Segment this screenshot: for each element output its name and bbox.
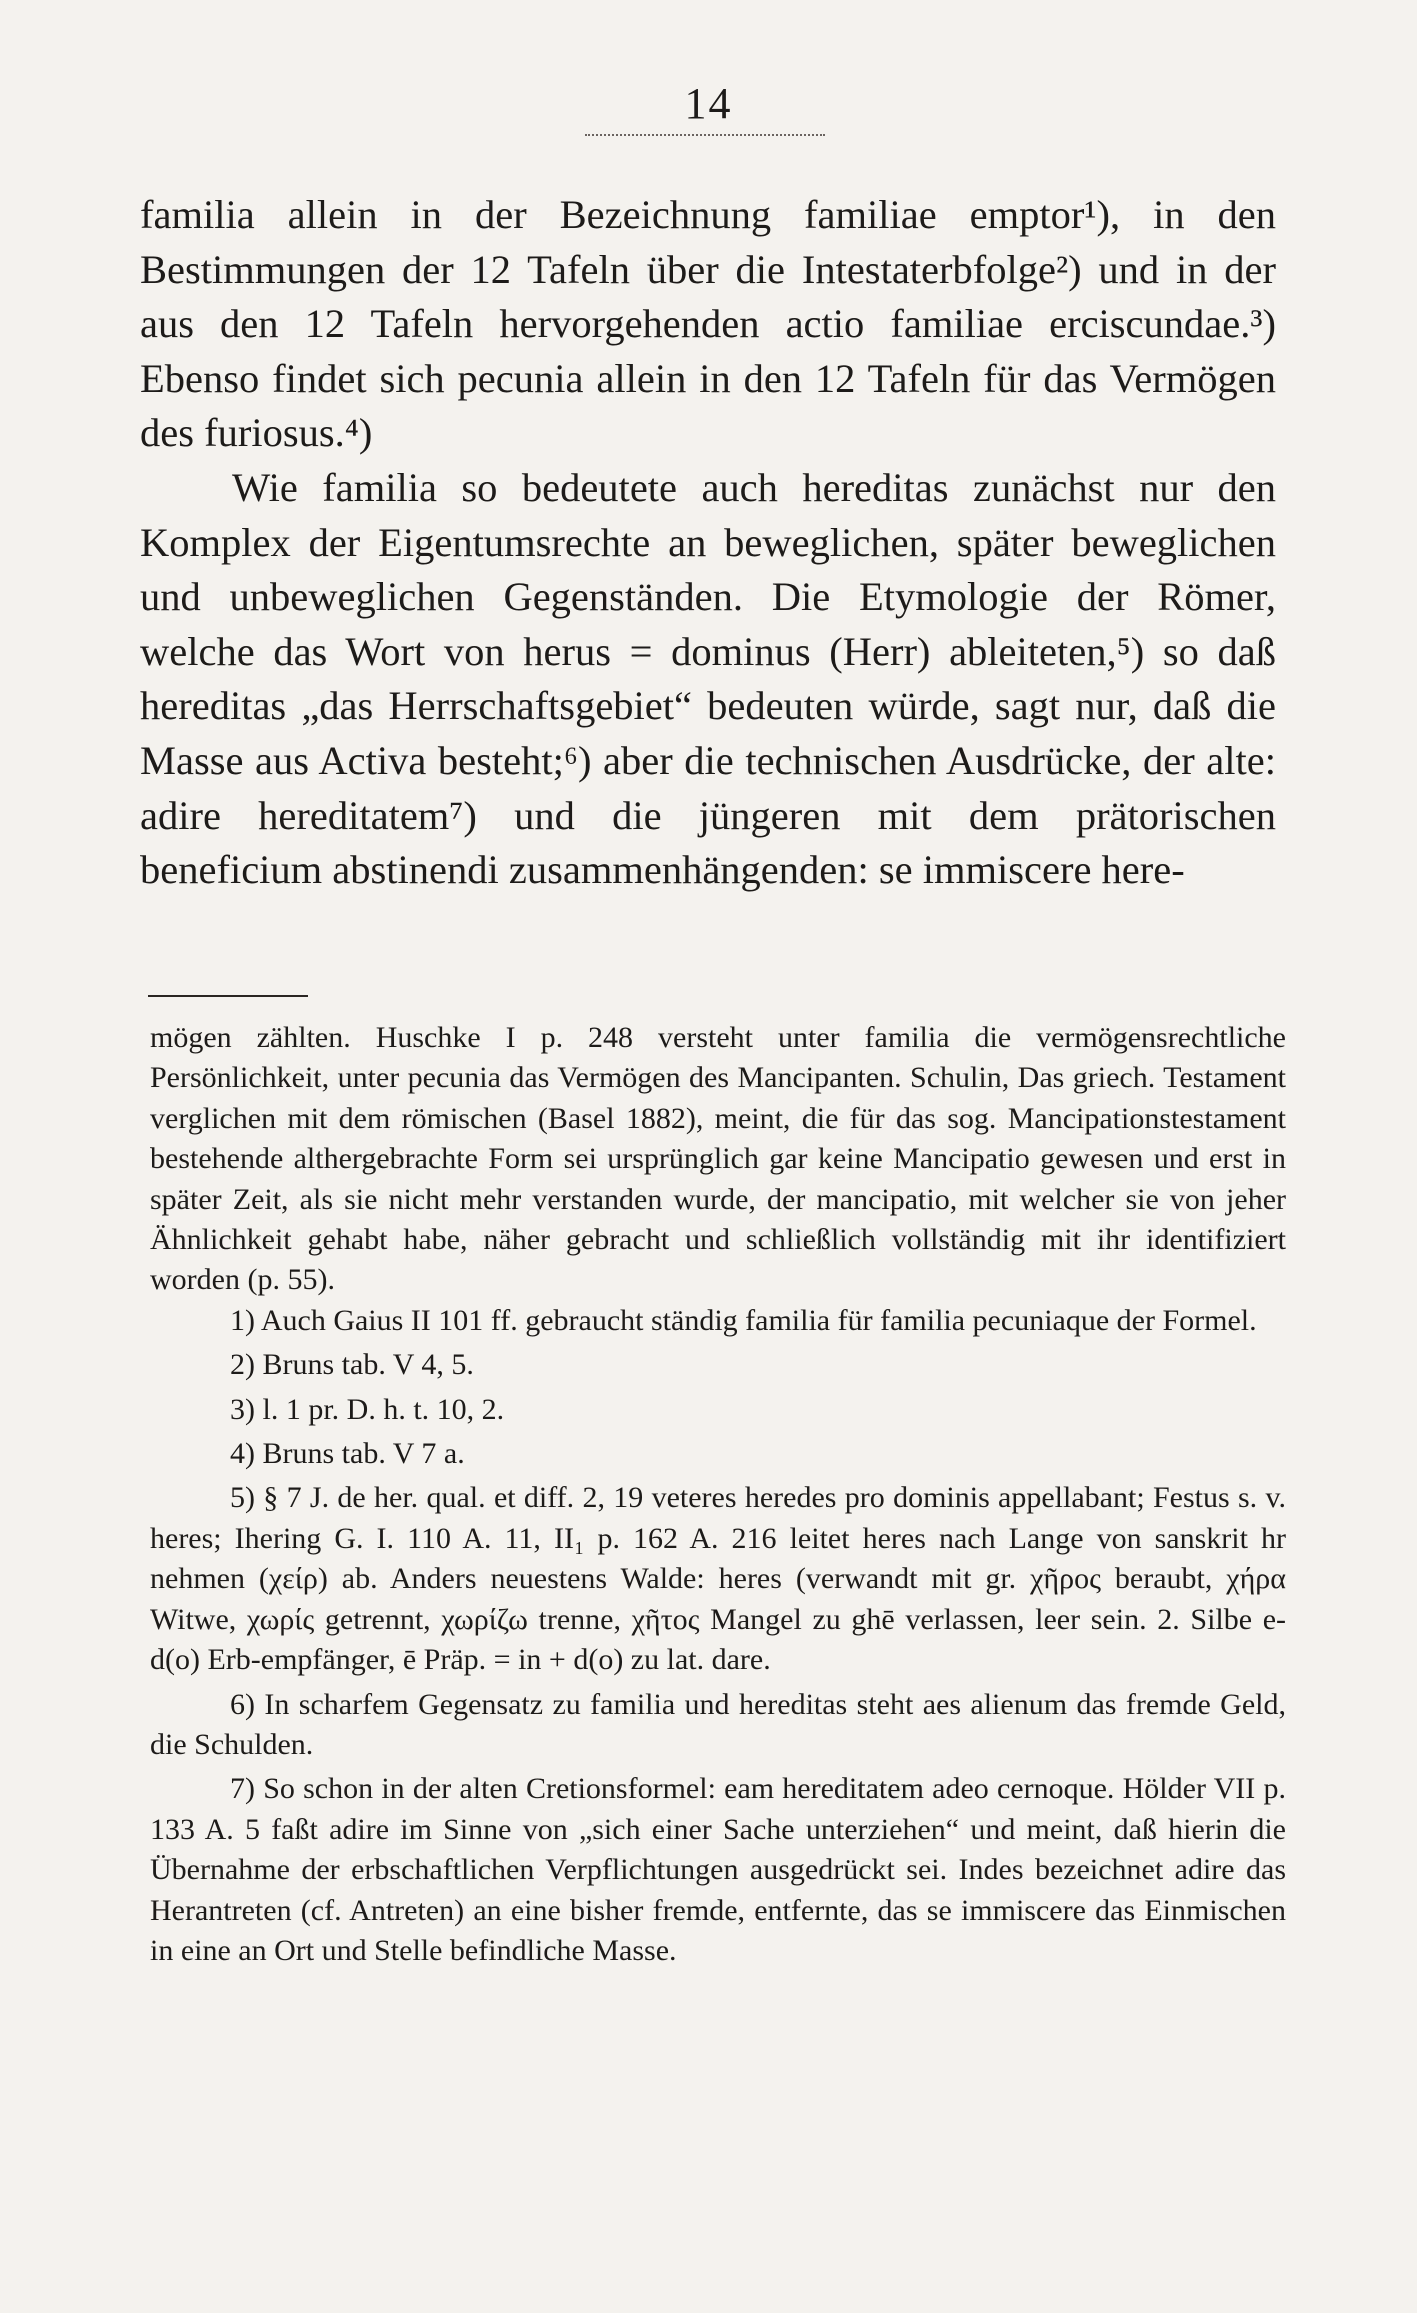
- footnote-2: 2) Bruns tab. V 4, 5.: [230, 1348, 474, 1382]
- footnote-rule: [148, 995, 308, 997]
- footnote-7: 7) So schon in der alten Cretionsformel: eam hereditatem adeo cernoque. Hölder VII p. 133 A. 5 faßt adire im Sinne von „sich einer Sache unterziehen“ und meint, daß hierin die Übernahme der erbschaftlichen Verpflichtungen ausgedrückt sei. Indes bezeichnet adire das Herantreten (cf. Antreten) an eine bisher fremde, entfernte, das se immiscere das Einmischen in eine an Ort und Stelle befindliche Masse.: [150, 1772, 1286, 1967]
- page-number-rule: [585, 134, 825, 136]
- main-paragraph: familia allein in der Bezeichnung familiae emptor¹), in den Bestimmungen der 12 Tafeln über die Intestaterbfolge²) und in der aus den 12 Tafeln hervorgehenden actio familiae erciscundae.³) Ebenso findet sich pecunia allein in den 12 Tafeln für das Vermögen des furiosus.⁴): [140, 192, 1276, 456]
- main-paragraph: Wie familia so bedeutete auch hereditas zunächst nur den Komplex der Eigentumsrechte an beweglichen, später beweglichen und unbeweglichen Gegenständen. Die Etymologie der Römer, welche das Wort von herus = dominus (Herr) ableiteten,⁵) so daß hereditas „das Herrschaftsgebiet“ bedeuten würde, sagt nur, daß die Masse aus Activa besteht;⁶) aber die technischen Ausdrücke, der alte: adire hereditatem⁷) und die jüngeren mit dem prätorischen beneficium abstinendi zusammenhängenden: se immiscere here-: [140, 464, 1276, 893]
- footnotes: [150, 1018, 1286, 1971]
- main-text: [140, 188, 1276, 898]
- footnote-1: 1) Auch Gaius II 101 ff. gebraucht ständig familia für familia pecuniaque der Formel.: [230, 1303, 1257, 1337]
- footnote-4: 4) Bruns tab. V 7 a.: [230, 1437, 465, 1471]
- footnote-6: 6) In scharfem Gegensatz zu familia und hereditas steht aes alienum das fremde Geld, die Schulden.: [150, 1687, 1286, 1761]
- footnote-5: 5) § 7 J. de her. qual. et diff. 2, 19 veteres heredes pro dominis appellabant; Festus s. v. heres; Ihering G. I. 110 A. 11, II₁ p. 162 A. 216 leitet heres nach Lange von sanskrit hr nehmen (χείρ) ab. Anders neuestens Walde: heres (verwandt mit gr. χῆρος beraubt, χήρα Witwe, χωρίς getrennt, χωρίζω trenne, χῆτος Mangel zu ghē verlassen, leer sein. 2. Silbe e-d(o) Erb-empfänger, ē Präp. = in + d(o) zu lat. dare.: [150, 1481, 1286, 1677]
- footnote-3: 3) l. 1 pr. D. h. t. 10, 2.: [230, 1392, 505, 1426]
- page-number: 14: [684, 79, 733, 128]
- footnote-continuation: mögen zählten. Huschke I p. 248 versteht unter familia die vermögensrechtliche Persönlichkeit, unter pecunia das Vermögen des Mancipanten. Schulin, Das griech. Testament verglichen mit dem römischen (Basel 1882), meint, die für das sog. Mancipationstestament bestehende althergebrachte Form sei ursprünglich gar keine Mancipatio gewesen und erst in später Zeit, als sie nicht mehr verstanden wurde, der mancipatio, mit welcher sie von jeher Ähnlichkeit gehabt habe, näher gebracht und schließlich vollständig mit ihr identifiziert worden (p. 55).: [150, 1021, 1286, 1297]
